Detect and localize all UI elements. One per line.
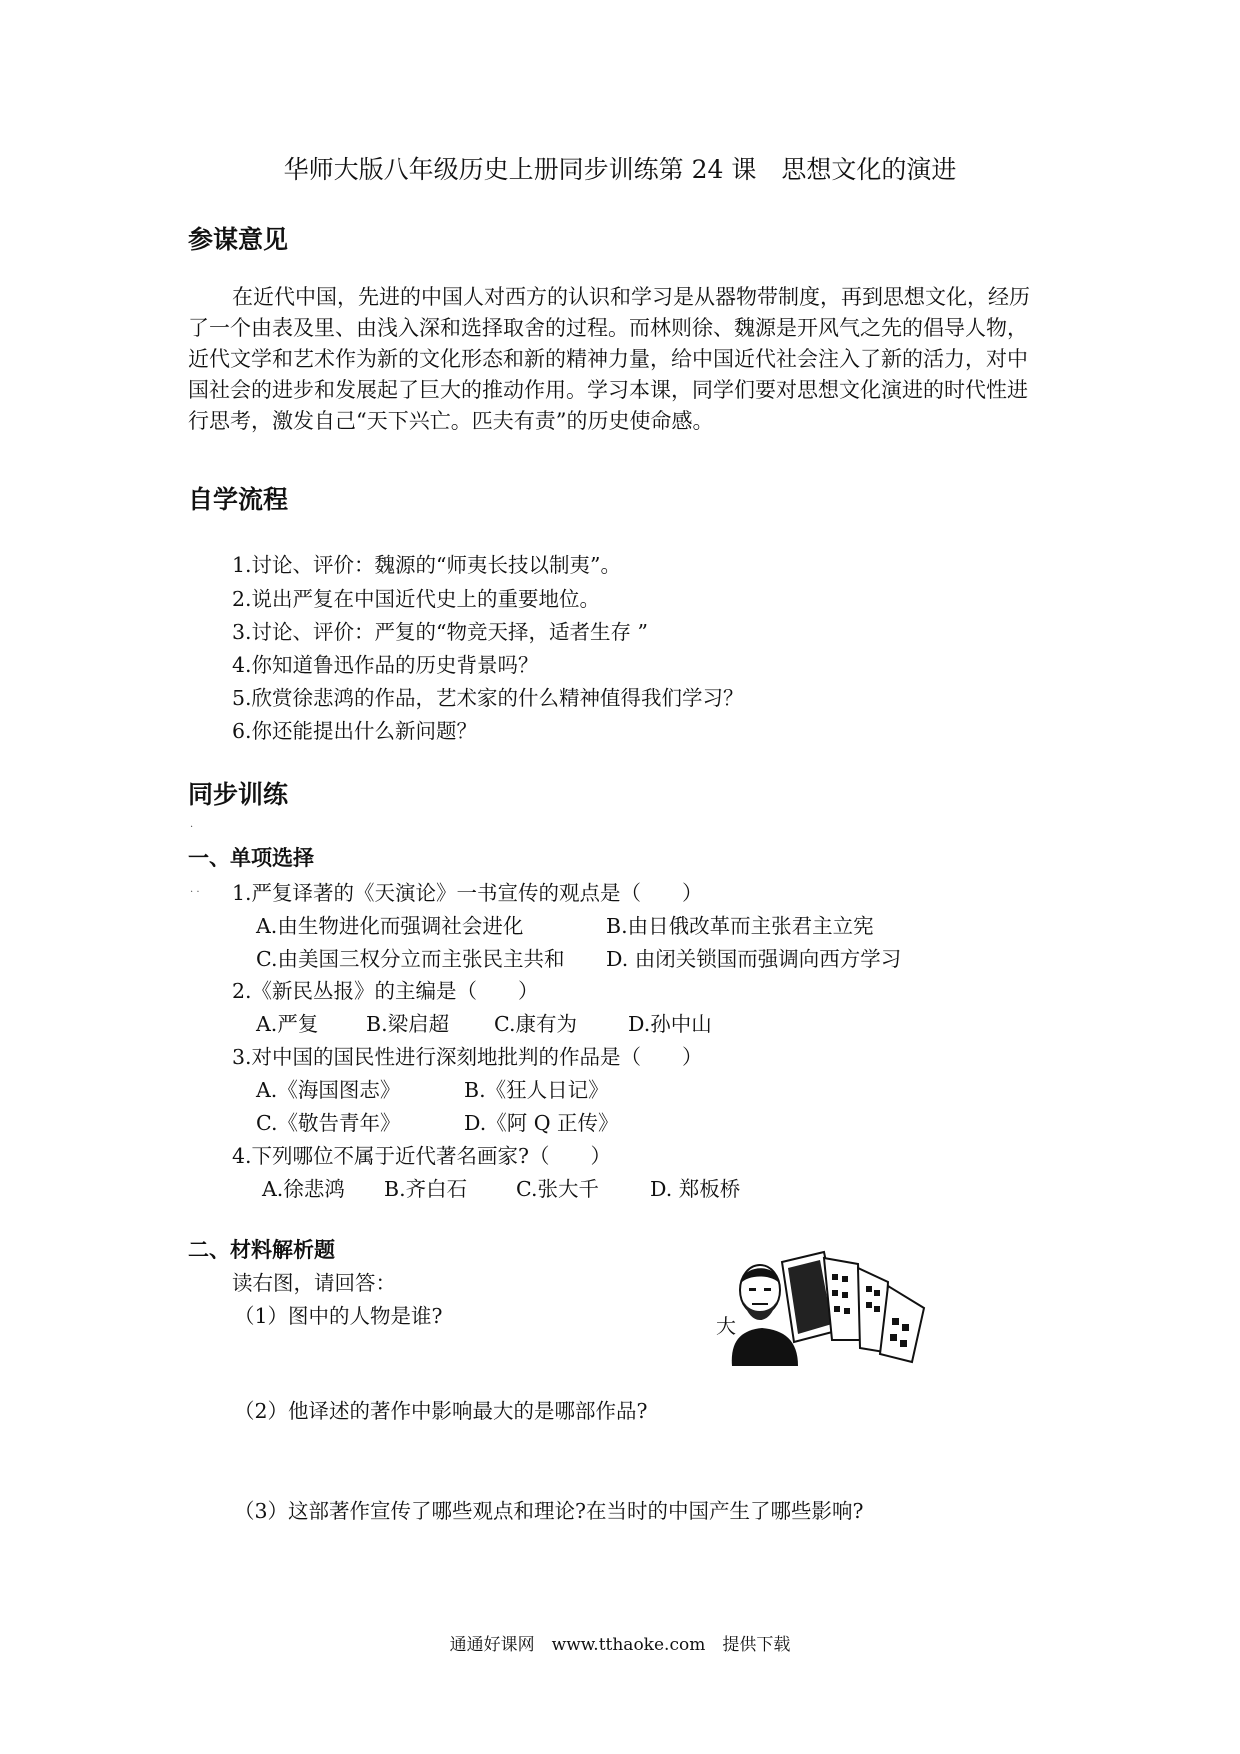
option-a: A.徐悲鸿	[262, 1177, 345, 1201]
paragraph-line: 在近代中国，先进的中国人对西方的认识和学习是从器物带制度，再到思想文化，经历	[232, 285, 1030, 309]
section-heading-practice: 同步训练	[188, 780, 289, 809]
option-d: D. 郑板桥	[650, 1177, 741, 1201]
option-c: C.《敬告青年》	[256, 1111, 401, 1135]
scan-speck: . .	[190, 884, 200, 895]
material-question: （3）这部著作宣传了哪些观点和理论?在当时的中国产生了哪些影响?	[234, 1499, 864, 1523]
paragraph-line: 行思考，激发自己“天下兴亡。匹夫有责”的历史使命感。	[188, 409, 714, 433]
study-item: 4.你知道鲁迅作品的历史背景吗？	[232, 653, 539, 677]
study-item: 3.讨论、评价：严复的“物竞天择，适者生存 ”	[232, 620, 649, 644]
option-b: B.梁启超	[366, 1012, 450, 1036]
part-heading-single-choice: 一、单项选择	[188, 846, 314, 870]
part-heading-material-analysis: 二、材料解析题	[188, 1238, 335, 1262]
question-stem: 1.严复译著的《天演论》一书宣传的观点是（ ）	[232, 881, 703, 905]
option-b: B.由日俄改革而主张君主立宪	[606, 914, 874, 938]
option-d: D. 由闭关锁国而强调向西方学习	[606, 947, 902, 971]
option-a: A.《海国图志》	[256, 1078, 401, 1102]
material-question: （1）图中的人物是谁?	[234, 1304, 443, 1328]
option-a: A.严复	[256, 1012, 319, 1036]
option-c: C.由美国三权分立而主张民主共和	[256, 947, 565, 971]
paragraph-line: 近代文学和艺术作为新的文化形态和新的精神力量，给中国近代社会注入了新的活力，对中	[188, 347, 1028, 371]
question-stem: 4.下列哪位不属于近代著名画家?（ ）	[232, 1144, 612, 1168]
study-item: 5.欣赏徐悲鸿的作品，艺术家的什么精神值得我们学习？	[232, 686, 744, 710]
document-title: 华师大版八年级历史上册同步训练第 24 课 思想文化的演进	[283, 155, 957, 184]
paragraph-line: 了一个由表及里、由浅入深和选择取舍的过程。而林则徐、魏源是开风气之先的倡导人物，	[188, 316, 1028, 340]
option-b: B.《狂人日记》	[464, 1078, 609, 1102]
study-item: 1.讨论、评价：魏源的“师夷长技以制夷”。	[232, 553, 622, 577]
question-stem: 3.对中国的国民性进行深刻地批判的作品是（ ）	[232, 1045, 703, 1069]
option-c: C.康有为	[494, 1012, 577, 1036]
paragraph-line: 国社会的进步和发展起了巨大的推动作用。学习本课，同学们要对思想文化演进的时代性进	[188, 378, 1028, 402]
scan-speck: ·	[190, 822, 194, 833]
study-item: 6.你还能提出什么新问题？	[232, 719, 478, 743]
question-stem: 2.《新民丛报》的主编是（ ）	[232, 979, 539, 1003]
yan-fu-portrait-figure	[712, 1244, 942, 1369]
option-c: C.张大千	[516, 1177, 599, 1201]
option-a: A.由生物进化而强调社会进化	[256, 914, 524, 938]
footer-credit: 通通好课网 www.tthaoke.com 提供下载	[449, 1635, 791, 1655]
option-d: D.《阿 Q 正传》	[464, 1111, 619, 1135]
section-heading-advice: 参谋意见	[188, 225, 289, 254]
books-illustration	[782, 1252, 924, 1362]
option-d: D.孙中山	[628, 1012, 712, 1036]
option-b: B.齐白石	[384, 1177, 468, 1201]
material-intro: 读右图，请回答：	[232, 1271, 396, 1295]
material-question: （2）他译述的著作中影响最大的是哪部作品?	[234, 1399, 648, 1423]
section-heading-self-study: 自学流程	[188, 485, 289, 514]
study-item: 2.说出严复在中国近代史上的重要地位。	[232, 587, 601, 611]
figure-label: 大	[716, 1314, 736, 1338]
